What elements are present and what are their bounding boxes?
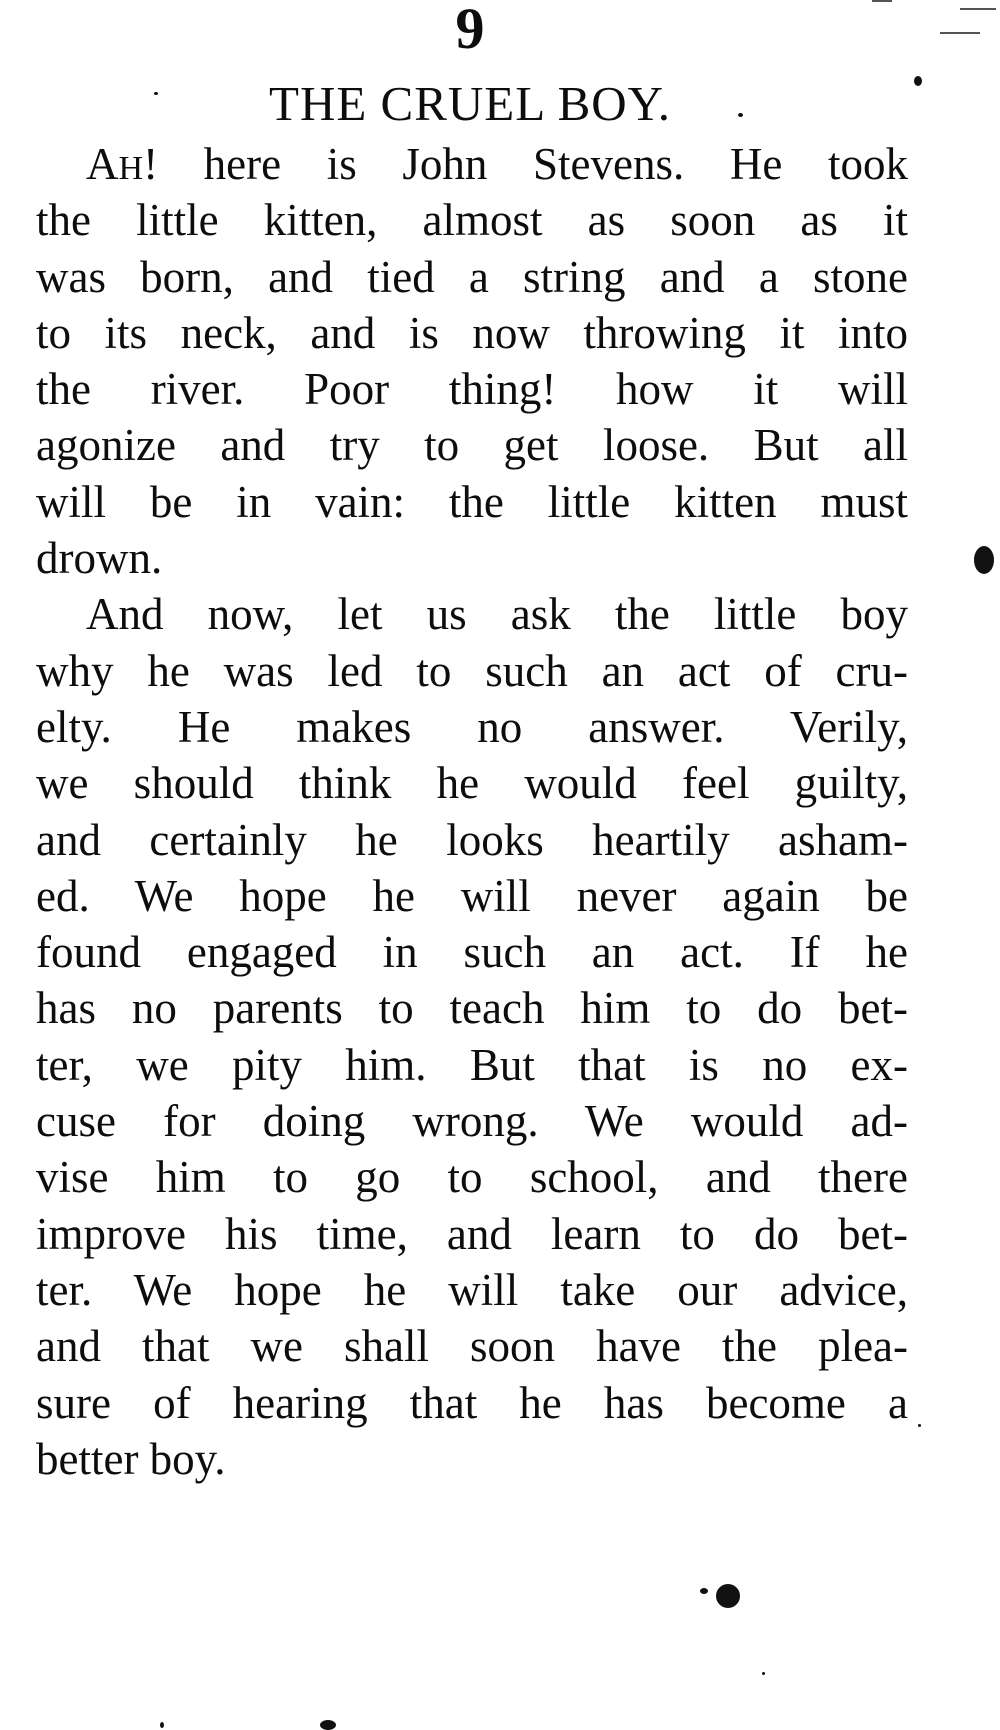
ink-speck (738, 113, 743, 117)
chapter-title: THE CRUEL BOY. (269, 76, 671, 131)
ink-blot (974, 546, 994, 574)
paragraph-1 (36, 136, 908, 586)
text-line: found engaged in such an act. If he (36, 927, 908, 978)
edge-mark (872, 0, 892, 2)
text-line: cuse for doing wrong. We would ad- (36, 1096, 908, 1147)
text-line: has no parents to teach him to do bet- (36, 983, 908, 1034)
text-line: sure of hearing that he has become a (36, 1377, 908, 1428)
ink-speck (320, 1720, 336, 1730)
ink-speck (154, 92, 158, 95)
text-line: the little kitten, almost as soon as it (36, 195, 908, 246)
text-line: to its neck, and is now throwing it into (36, 307, 908, 358)
text-line: we should think he would feel guilty, (36, 758, 908, 809)
page-number: 9 (455, 0, 485, 61)
ink-speck (914, 76, 922, 86)
drop-word-small-caps: H (118, 150, 144, 187)
ink-speck (160, 1722, 164, 1728)
text-line: was born, and tied a string and a stone (36, 251, 908, 302)
text-line: agonize and try to get loose. But all (36, 420, 908, 471)
text-line: ter. We hope he will take our advice, (36, 1264, 908, 1315)
text-line: and certainly he looks heartily asham- (36, 814, 908, 865)
body-text (36, 136, 908, 1487)
paragraph-2 (36, 586, 908, 1487)
text-line: improve his time, and learn to do bet- (36, 1208, 908, 1259)
ink-speck (762, 1672, 765, 1675)
edge-mark (940, 32, 980, 34)
text-line: elty. He makes no answer. Verily, (36, 701, 908, 752)
text-line: will be in vain: the little kitten must (36, 476, 908, 527)
text-line: drown. (36, 533, 163, 584)
text-line: vise him to go to school, and there (36, 1152, 908, 1203)
ink-speck (918, 1424, 921, 1427)
drop-word-initial: A (86, 139, 119, 189)
text-line: And now, let us ask the little boy (86, 589, 908, 640)
ink-blot (716, 1584, 740, 1608)
text-line: ed. We hope he will never again be (36, 870, 908, 921)
text-line: better boy. (36, 1433, 226, 1484)
text-line: the river. Poor thing! how it will (36, 364, 908, 415)
text-line: ter, we pity him. But that is no ex- (36, 1039, 908, 1090)
edge-mark (960, 8, 996, 10)
text-line: why he was led to such an act of cru- (36, 645, 908, 696)
ink-blot (700, 1588, 708, 1594)
text-line (36, 136, 908, 192)
text-line: and that we shall soon have the plea- (36, 1321, 908, 1372)
text-line-content: ! here is John Stevens. He took (143, 139, 908, 189)
